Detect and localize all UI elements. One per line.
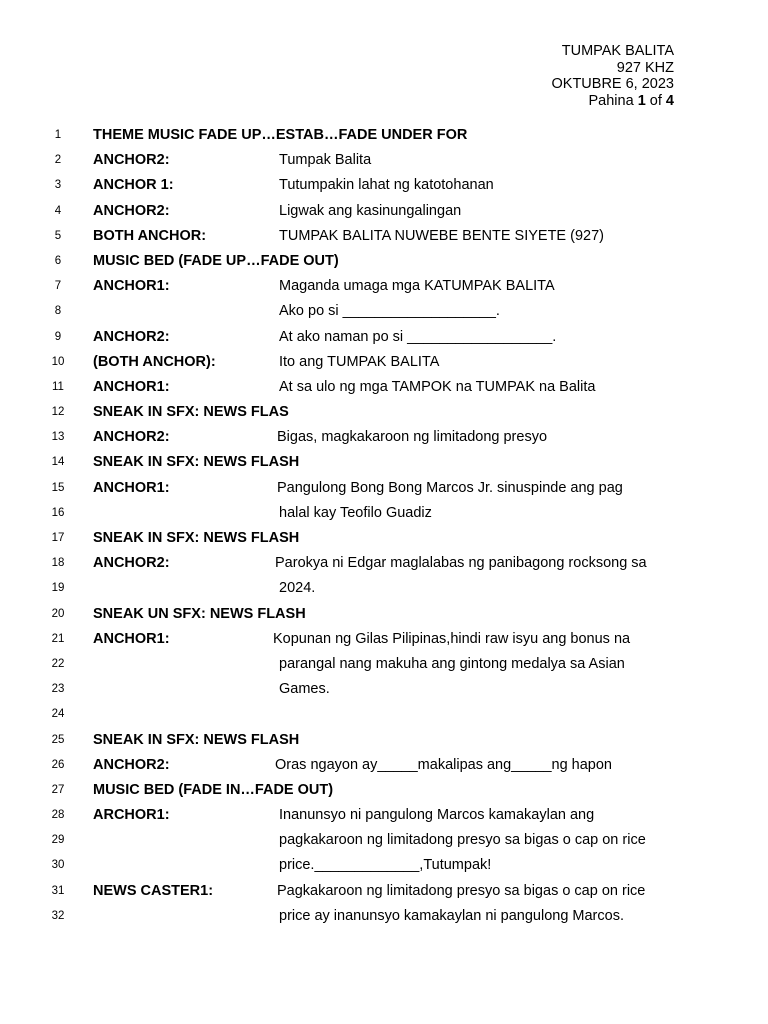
line-text: Inanunsyo ni pangulong Marcos kamakaylan ang bbox=[279, 807, 595, 824]
line-number: 22 bbox=[51, 657, 65, 670]
script-line bbox=[0, 199, 768, 224]
script-line bbox=[0, 501, 768, 526]
line-text: 2024. bbox=[279, 580, 316, 597]
line-text: Parokya ni Edgar maglalabas ng panibagong rocksong sa bbox=[275, 555, 647, 572]
line-number: 26 bbox=[51, 758, 65, 771]
line-number: 9 bbox=[54, 330, 62, 343]
line-number: 2 bbox=[54, 154, 62, 167]
cue-label: NEWS CASTER1: bbox=[93, 882, 214, 899]
line-number: 31 bbox=[51, 884, 65, 897]
line-number: 6 bbox=[54, 254, 62, 267]
cue-label: SNEAK IN SFX: NEWS FLASH bbox=[93, 731, 300, 748]
line-number: 1 bbox=[54, 129, 62, 141]
cue-label: THEME MUSIC FADE UP…ESTAB…FADE UNDER FOR bbox=[93, 127, 468, 143]
script-line bbox=[0, 299, 768, 324]
line-number: 4 bbox=[54, 204, 62, 217]
page-word: Pahina bbox=[588, 92, 634, 109]
line-text: Pagkakaroon ng limitadong presyo sa bigas o cap on rice bbox=[277, 882, 646, 899]
line-text: Kopunan ng Gilas Pilipinas,hindi raw isyu ang bonus na bbox=[273, 630, 631, 647]
page-current: 1 bbox=[637, 92, 646, 109]
cue-label: SNEAK IN SFX: NEWS FLASH bbox=[93, 530, 300, 546]
script-line bbox=[0, 602, 768, 627]
script-line bbox=[0, 526, 768, 551]
line-number: 29 bbox=[51, 834, 65, 847]
line-number: 19 bbox=[51, 582, 65, 595]
script-line bbox=[0, 350, 768, 375]
cue-label: SNEAK IN SFX: NEWS FLAS bbox=[93, 404, 289, 421]
cue-label: ANCHOR2: bbox=[93, 328, 170, 345]
line-number: 14 bbox=[51, 456, 65, 469]
script-line bbox=[0, 325, 768, 350]
line-text: pagkakaroon ng limitadong presyo sa bigas o cap on rice bbox=[279, 832, 646, 849]
script-line bbox=[0, 904, 768, 929]
line-text: parangal nang makuha ang gintong medalya sa Asian bbox=[279, 655, 625, 672]
program-title: TUMPAK BALITA bbox=[561, 43, 674, 59]
script-line bbox=[0, 173, 768, 198]
cue-label: (BOTH ANCHOR): bbox=[93, 353, 216, 370]
cue-label: ANCHOR2: bbox=[93, 152, 170, 169]
line-number: 7 bbox=[54, 280, 62, 293]
line-number: 32 bbox=[51, 909, 65, 922]
line-text: At ako naman po si __________________. bbox=[279, 328, 557, 345]
cue-label: ANCHOR1: bbox=[93, 378, 170, 395]
script-line bbox=[0, 853, 768, 878]
line-text: At sa ulo ng mga TAMPOK na TUMPAK na Balita bbox=[279, 378, 596, 395]
line-text: Tutumpakin lahat ng katotohanan bbox=[279, 177, 494, 194]
page-header bbox=[552, 43, 675, 109]
line-number: 3 bbox=[54, 179, 62, 192]
script-line bbox=[0, 375, 768, 400]
script-line bbox=[0, 828, 768, 853]
cue-label: ANCHOR2: bbox=[93, 555, 170, 572]
cue-label: ANCHOR2: bbox=[93, 202, 170, 219]
line-number: 21 bbox=[51, 632, 65, 645]
cue-label: ANCHOR1: bbox=[93, 479, 170, 496]
script-line bbox=[0, 450, 768, 475]
script-line bbox=[0, 274, 768, 299]
page-indicator bbox=[552, 93, 675, 110]
line-text: price ay inanunsyo kamakaylan ni pangulong Marcos. bbox=[279, 907, 624, 924]
line-text: Bigas, magkakaroon ng limitadong presyo bbox=[277, 429, 548, 446]
script-line bbox=[0, 551, 768, 576]
cue-label: ARCHOR1: bbox=[93, 807, 170, 824]
script-line bbox=[0, 148, 768, 173]
script-line bbox=[0, 123, 768, 148]
cue-label: ANCHOR2: bbox=[93, 429, 170, 446]
script-line bbox=[0, 425, 768, 450]
line-number: 8 bbox=[54, 305, 62, 318]
line-number: 12 bbox=[51, 406, 65, 419]
line-text: Ito ang TUMPAK BALITA bbox=[279, 353, 440, 370]
line-text: Pangulong Bong Bong Marcos Jr. sinuspinde ang pag bbox=[277, 479, 623, 496]
line-number: 5 bbox=[54, 229, 62, 242]
line-number: 15 bbox=[51, 481, 65, 494]
line-text: TUMPAK BALITA NUWEBE BENTE SIYETE (927) bbox=[279, 227, 604, 244]
line-number: 28 bbox=[51, 809, 65, 822]
page-total: 4 bbox=[665, 92, 674, 109]
page-of: of bbox=[649, 92, 662, 109]
script-line bbox=[0, 728, 768, 753]
broadcast-date: OKTUBRE 6, 2023 bbox=[551, 76, 674, 92]
line-text: Tumpak Balita bbox=[279, 152, 372, 169]
script-line bbox=[0, 400, 768, 425]
script-line bbox=[0, 249, 768, 274]
cue-label: BOTH ANCHOR: bbox=[93, 227, 207, 244]
script-line bbox=[0, 879, 768, 904]
line-text: Ako po si ___________________. bbox=[279, 303, 500, 320]
cue-label: ANCHOR1: bbox=[93, 278, 170, 295]
frequency: 927 KHZ bbox=[616, 59, 674, 76]
line-number: 17 bbox=[51, 532, 65, 544]
script-body bbox=[0, 123, 768, 929]
script-line bbox=[0, 652, 768, 677]
script-line bbox=[0, 753, 768, 778]
line-number: 25 bbox=[51, 733, 65, 746]
line-number: 24 bbox=[51, 708, 65, 721]
cue-label: SNEAK UN SFX: NEWS FLASH bbox=[93, 605, 306, 622]
line-text: halal kay Teofilo Guadiz bbox=[279, 504, 432, 521]
line-text: Maganda umaga mga KATUMPAK BALITA bbox=[279, 278, 555, 295]
line-number: 20 bbox=[51, 607, 65, 620]
line-text: Games. bbox=[279, 681, 330, 698]
script-line bbox=[0, 627, 768, 652]
script-line bbox=[0, 224, 768, 249]
script-line bbox=[0, 778, 768, 803]
cue-label: SNEAK IN SFX: NEWS FLASH bbox=[93, 454, 300, 471]
cue-label: ANCHOR1: bbox=[93, 630, 170, 647]
line-number: 23 bbox=[51, 683, 65, 696]
script-line bbox=[0, 677, 768, 702]
line-number: 16 bbox=[51, 506, 65, 519]
line-text: Ligwak ang kasinungalingan bbox=[279, 202, 462, 219]
cue-label: MUSIC BED (FADE UP…FADE OUT) bbox=[93, 252, 339, 269]
cue-label: ANCHOR 1: bbox=[93, 177, 174, 194]
line-number: 13 bbox=[51, 431, 65, 444]
line-number: 10 bbox=[51, 355, 65, 368]
script-line bbox=[0, 702, 768, 727]
line-text: price._____________,Tutumpak! bbox=[279, 857, 492, 874]
line-number: 11 bbox=[52, 380, 64, 393]
line-number: 27 bbox=[51, 783, 65, 796]
script-line bbox=[0, 476, 768, 501]
line-text: Oras ngayon ay_____makalipas ang_____ng hapon bbox=[275, 756, 612, 773]
script-line bbox=[0, 803, 768, 828]
cue-label: ANCHOR2: bbox=[93, 756, 170, 773]
line-number: 30 bbox=[51, 859, 65, 872]
script-line bbox=[0, 576, 768, 601]
line-number: 18 bbox=[51, 557, 65, 570]
cue-label: MUSIC BED (FADE IN…FADE OUT) bbox=[93, 781, 334, 798]
